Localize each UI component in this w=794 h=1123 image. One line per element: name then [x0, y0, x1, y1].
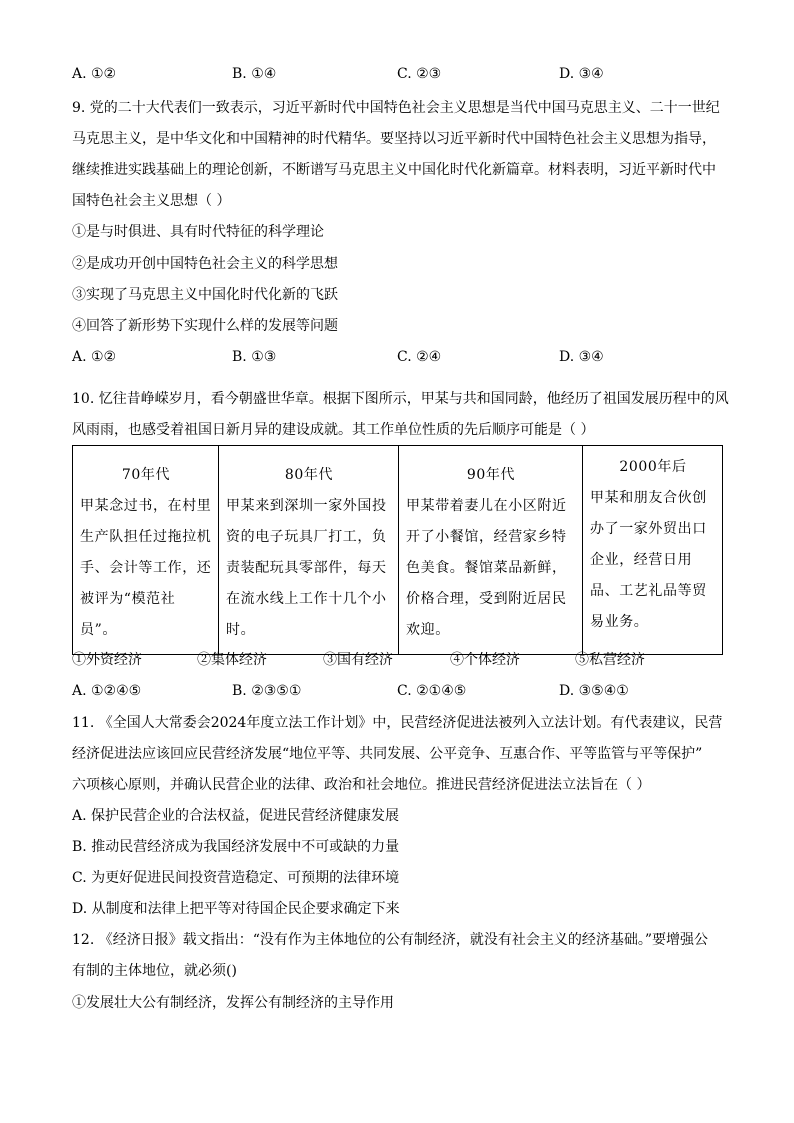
economy-type: ①外资经济: [72, 652, 142, 668]
question-11-stem-line: 经济促进法应该回应民营经济发展“地位平等、共同发展、公平竞争、互惠合作、平等监管与平等保护”: [72, 746, 703, 762]
question-11-stem-line: 六项核心原则，并确认民营企业的法律、政治和社会地位。推进民营经济促进法立法旨在（ ）: [72, 777, 651, 793]
work-history-table: [72, 445, 723, 655]
economy-type: ③国有经济: [323, 652, 393, 668]
question-9-stem-line: 马克思主义，是中华文化和中国精神的时代精华。要坚持以习近平新时代中国特色社会主义思想为指导，: [72, 131, 716, 147]
option-d[interactable]: D. ③④: [559, 66, 604, 82]
option-d[interactable]: D. ③④: [559, 349, 604, 365]
economy-type: ⑤私营经济: [575, 652, 645, 668]
option-b[interactable]: B. ①④: [232, 66, 277, 82]
option-a[interactable]: A. ①②: [72, 66, 117, 82]
economy-type: ④个体经济: [450, 652, 520, 668]
option-a[interactable]: A. ①②: [72, 349, 117, 365]
economy-type: ②集体经济: [197, 652, 267, 668]
question-9-stem-line: 国特色社会主义思想（ ）: [72, 193, 231, 209]
statement-1: ①发展壮大公有制经济，发挥公有制经济的主导作用: [72, 995, 394, 1011]
era-description: 甲某念过书，在村里生产队担任过拖拉机手、会计等工作，还被评为“模范社员”。: [80, 498, 212, 638]
economy-types: [72, 650, 724, 670]
era-description: 甲某来到深圳一家外国投资的电子玩具厂打工，负责装配玩具零部件，每天在流水线上工作十几个小时。: [226, 498, 387, 638]
option-b[interactable]: B. ①③: [232, 349, 277, 365]
statement-1: ①是与时俱进、具有时代特征的科学理论: [72, 224, 324, 240]
table-row: [73, 446, 723, 655]
question-10-stem-line: 风雨雨，也感受着祖国日新月异的建设成就。其工作单位性质的先后顺序可能是（ ）: [72, 422, 595, 438]
option-d[interactable]: D. ③⑤④①: [559, 683, 629, 699]
era-heading: 90年代: [466, 467, 516, 483]
option-c[interactable]: C. ②④: [397, 349, 442, 365]
question-9-stem-line: 9. 党的二十大代表们一致表示，习近平新时代中国特色社会主义思想是当代中国马克思主义、二十一世纪: [72, 100, 720, 116]
option-c[interactable]: C. ②③: [397, 66, 442, 82]
option-d[interactable]: D. 从制度和法律上把平等对待国企民企要求确定下来: [72, 901, 400, 917]
era-description: 甲某带着妻儿在小区附近开了小餐馆，经营家乡特色美食。餐馆菜品新鲜，价格合理，受到附近居民欢迎。: [406, 498, 567, 638]
era-description: 甲某和朋友合伙创办了一家外贸出口企业，经营日用品、工艺礼品等贸易业务。: [590, 490, 707, 630]
question-10-options: [72, 681, 724, 701]
table-cell-2000s: [583, 446, 723, 655]
option-b[interactable]: B. ②③⑤①: [232, 683, 302, 699]
table-cell-80s: [219, 446, 399, 655]
statement-4: ④回答了新形势下实现什么样的发展等问题: [72, 318, 338, 334]
question-11-stem-line: 11. 《全国人大常委会2024年度立法工作计划》中，民营经济促进法被列入立法计划。有代表建议，民营: [72, 715, 723, 731]
table-cell-70s: [73, 446, 219, 655]
question-10-stem-line: 10. 忆往昔峥嵘岁月，看今朝盛世华章。根据下图所示，甲某与共和国同龄，他经历了祖国发展历程中的风: [72, 391, 729, 407]
question-12-stem-line: 有制的主体地位，就必须(): [72, 963, 237, 979]
era-heading: 70年代: [121, 467, 171, 483]
option-a[interactable]: A. ①②④⑤: [72, 683, 142, 699]
question-12-stem-line: 12. 《经济日报》载文指出：“没有作为主体地位的公有制经济，就没有社会主义的经济基础。”要增强公: [72, 932, 709, 948]
option-a[interactable]: A. 保护民营企业的合法权益，促进民营经济健康发展: [72, 808, 400, 824]
prev-question-options: [72, 64, 724, 84]
table-cell-90s: [399, 446, 583, 655]
era-heading: 80年代: [284, 467, 334, 483]
question-9-options: [72, 347, 724, 367]
question-9-stem-line: 继续推进实践基础上的理论创新，不断谱写马克思主义中国化时代化新篇章。材料表明，习近平新时代中: [72, 162, 716, 178]
option-c[interactable]: C. 为更好促进民间投资营造稳定、可预期的法律环境: [72, 870, 400, 886]
statement-3: ③实现了马克思主义中国化时代化新的飞跃: [72, 287, 338, 303]
era-heading: 2000年后: [619, 459, 687, 475]
option-c[interactable]: C. ②①④⑤: [397, 683, 467, 699]
option-b[interactable]: B. 推动民营经济成为我国经济发展中不可或缺的力量: [72, 839, 400, 855]
statement-2: ②是成功开创中国特色社会主义的科学思想: [72, 256, 338, 272]
